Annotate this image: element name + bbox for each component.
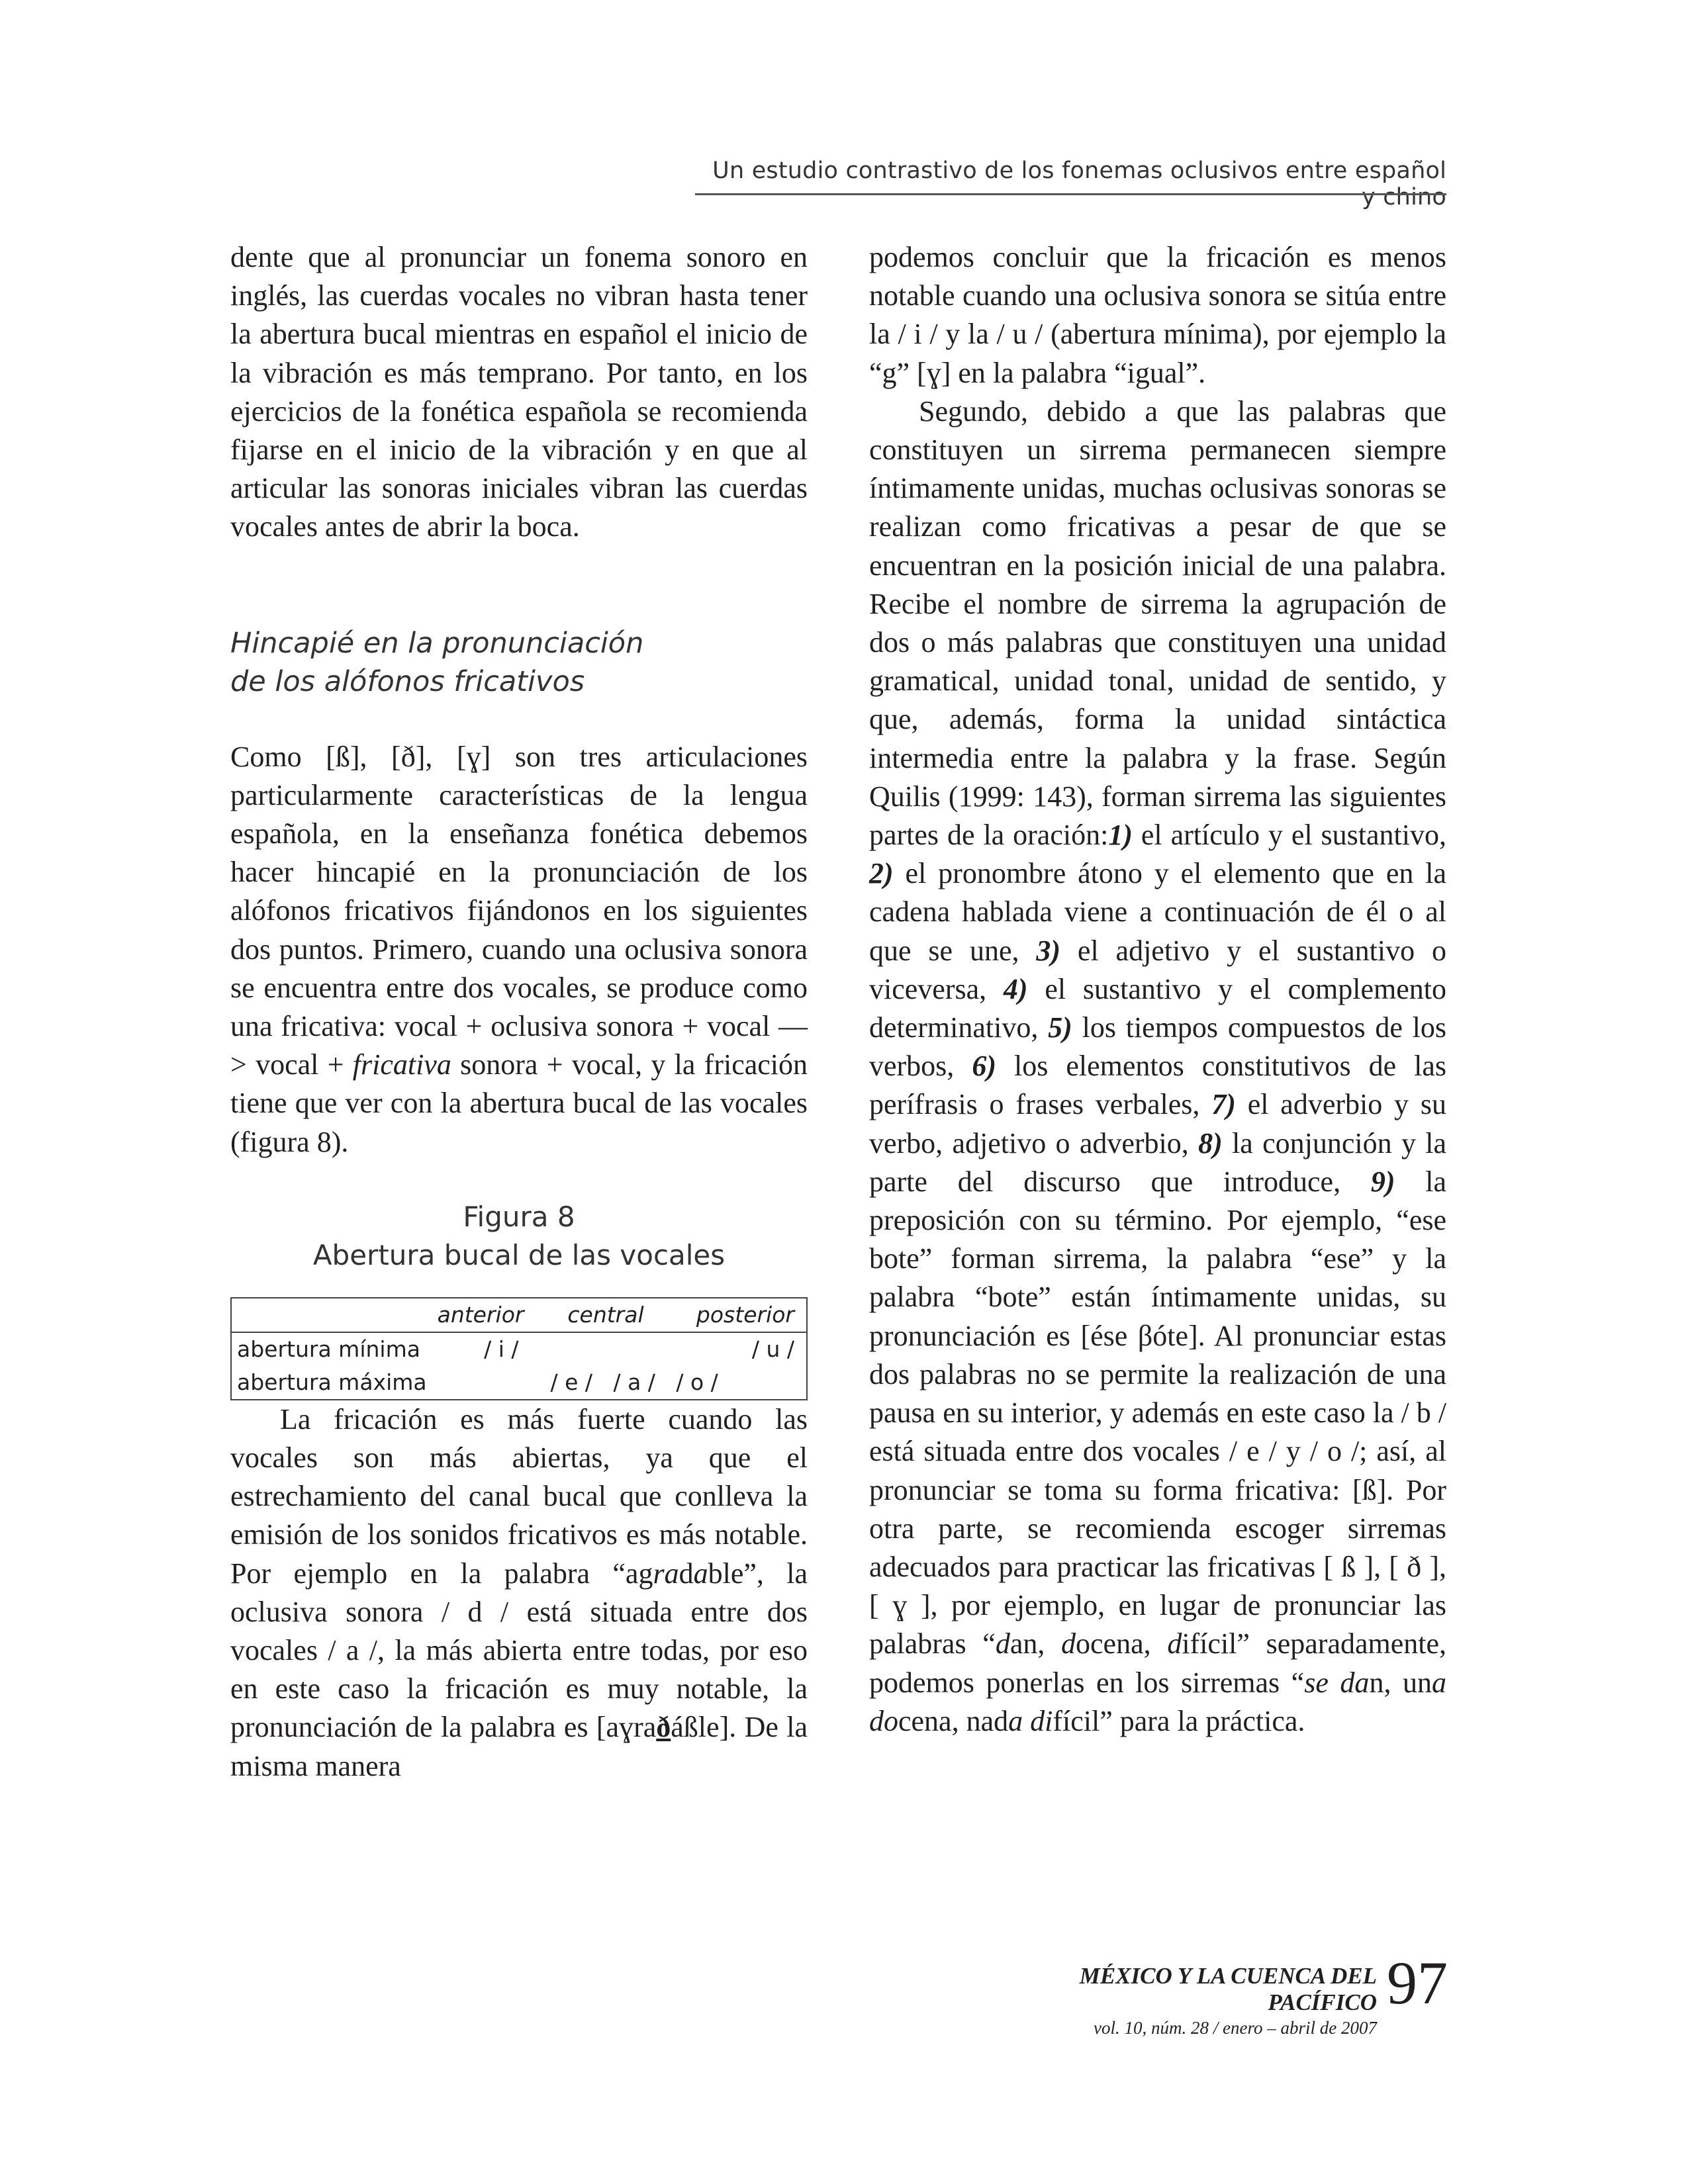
italic-syllable: se da xyxy=(1304,1666,1370,1699)
running-header: Un estudio contrastivo de los fonemas oclusivos entre español y chino xyxy=(712,158,1446,210)
enum-marker: 5) xyxy=(1048,1011,1072,1044)
enum-marker: 3) xyxy=(1036,934,1061,967)
text-run: ble”, la oclusiva sonora / d / está situada entre dos vocales / a /, la más abierta entre todas, por eso en este caso la fricación es muy notable, la pronunciación de la palabra es [aɣra xyxy=(230,1557,808,1744)
header-rule xyxy=(695,193,1446,195)
text-run: los elementos constitutivos de las perífrasis o frases verbales, xyxy=(869,1050,1446,1121)
text-run: la conjunción y la parte del discurso que introduce, xyxy=(869,1126,1447,1198)
text-run: el adjetivo y el sustantivo o viceversa, xyxy=(869,934,1447,1005)
text-run: el artículo y el sustantivo, xyxy=(1141,819,1446,852)
cell-anterior xyxy=(432,1366,524,1400)
left-paragraph-1: dente que al pronunciar un fonema sonoro en inglés, las cuerdas vocales no vibran hasta tener la abertura bucal mientras en español el inicio de la vibración es más temprano. Por tanto, en los ejercicios de la fonética española se recomienda fijarse en el inicio de la vibración y en que al articular las sonoras iniciales vibran las cuerdas vocales antes de abrir la boca. xyxy=(230,241,808,543)
enum-marker: 7) xyxy=(1211,1088,1236,1121)
text-run: los tiempos compuestos de los verbos, xyxy=(869,1011,1447,1083)
header-central: central xyxy=(524,1298,687,1332)
journal-title: MÉXICO Y LA CUENCA DEL PACÍFICO xyxy=(1079,1963,1377,2015)
cell-posterior: / u / xyxy=(751,1336,794,1362)
enum-marker: 2) xyxy=(869,857,894,890)
text-run: n, un xyxy=(1369,1666,1432,1699)
figure-label: Figura 8 xyxy=(463,1200,575,1233)
section-heading-line-1: Hincapié en la pronunciación xyxy=(230,626,644,660)
row-label: abertura máxima xyxy=(237,1369,427,1395)
table-row xyxy=(231,1366,807,1400)
figure-caption xyxy=(230,1198,808,1275)
text-run: an, xyxy=(1009,1627,1045,1661)
cell-central: / e / / a / / o / xyxy=(550,1369,718,1395)
header-posterior: posterior xyxy=(688,1298,807,1332)
text-run: ifícil” separadamente, podemos ponerlas en los sirremas “ xyxy=(869,1627,1447,1699)
text-run: el adverbio y su verbo, adjetivo o adverbio, xyxy=(869,1088,1446,1160)
text-run: d xyxy=(679,1557,694,1590)
page-number: 97 xyxy=(1387,1949,1448,2017)
enum-marker: 9) xyxy=(1370,1165,1395,1198)
italic-syllable: d xyxy=(995,1627,1010,1661)
text-run: Como [ß], [ð], [ɣ] son tres articulaciones particularmente características de la lengua española, en la enseñanza fonética debemos hacer hincapié en la pronunciación de los alófonos fricativos fijándonos en los siguientes dos puntos. Primero, cuando una oclusiva sonora se encuentra entre dos vocales, se produce como una fricativa: vocal + oclusiva sonora + vocal —> vocal + xyxy=(230,740,808,1081)
italic-syllable: a xyxy=(1008,1704,1023,1737)
header-anterior: anterior xyxy=(432,1298,524,1332)
table-row xyxy=(231,1332,807,1366)
text-run: ocena, xyxy=(1076,1627,1151,1661)
section-heading xyxy=(230,624,808,701)
italic-syllable: d xyxy=(1167,1627,1182,1661)
enum-marker: 6) xyxy=(972,1050,996,1083)
enum-marker: 1) xyxy=(1108,819,1133,852)
right-paragraph-1: podemos concluir que la fricación es menos notable cuando una oclusiva sonora se sitúa entre la / i / y la / u / (abertura mínima), por ejemplo la “g” [ɣ] en la palabra “igual”. xyxy=(869,241,1446,389)
right-column xyxy=(869,238,1446,1741)
table-header-row xyxy=(231,1298,807,1332)
section-heading-line-2: de los alófonos fricativos xyxy=(230,664,585,698)
right-paragraph-2 xyxy=(869,392,1446,1741)
text-run: el sustantivo y el complemento determinativo, xyxy=(869,972,1446,1044)
italic-syllable: ra xyxy=(653,1557,679,1590)
text-run: La fricación es más fuerte cuando las vocales son más abiertas, ya que el estrechamiento del canal bucal que conlleva la emisión de los sonidos fricativos es más notable. Por ejemplo en la palabra “ag xyxy=(230,1402,808,1590)
italic-syllable: a xyxy=(693,1557,708,1590)
journal-footer xyxy=(966,1963,1377,2040)
text-run: áßle]. De la misma manera xyxy=(230,1711,808,1782)
left-paragraph-2 xyxy=(230,738,808,1161)
italic-syllable: d xyxy=(1061,1627,1076,1661)
cell-central xyxy=(524,1332,687,1366)
enum-marker: 8) xyxy=(1198,1126,1223,1160)
cell-anterior: / i / xyxy=(484,1336,519,1362)
left-column xyxy=(230,238,808,1786)
phonetic-mark: ð xyxy=(656,1711,671,1744)
table-corner-cell xyxy=(231,1298,432,1332)
text-run: cena, nad xyxy=(898,1704,1009,1737)
italic-syllable: di xyxy=(1030,1704,1053,1737)
left-paragraph-3 xyxy=(230,1400,808,1786)
italic-term: fricativa xyxy=(352,1048,451,1081)
text-run: fícil” para la práctica. xyxy=(1053,1704,1305,1737)
vowel-table xyxy=(230,1297,808,1400)
text-run: el pronombre átono y el elemento que en la cadena hablada viene a continuación de él o al que se une, xyxy=(869,857,1446,967)
text-run: la preposición con su término. Por ejemplo, “ese bote” forman sirrema, la palabra “ese” y la palabra “bote” están íntimamente unidas, su pronunciación es [ése βóte]. Al pronunciar estas dos palabras no se permite la realización de una pausa en su interior, y además en este caso la / b / está situada entre dos vocales / e / y / o /; así, al pronunciar se toma su forma fricativa: [ß]. Por otra parte, se recomienda escoger sirremas adecuados para practicar las fricativas [ ß ], [ ð ], [ ɣ ], por ejemplo, en lugar de pronunciar las palabras “ xyxy=(869,1165,1447,1661)
row-label: abertura mínima xyxy=(237,1336,420,1362)
text-run: sonora + vocal, y la fricación tiene que ver con la abertura bucal de las vocales (figura 8). xyxy=(230,1048,808,1158)
italic-syllable: a do xyxy=(869,1666,1446,1737)
enum-marker: 4) xyxy=(1003,972,1028,1005)
text-run: Segundo, debido a que las palabras que constituyen un sirrema permanecen siempre íntimamente unidas, muchas oclusivas sonoras se realizan como fricativas a pesar de que se encuentran en la posición inicial de una palabra. Recibe el nombre de sirrema la agrupación de dos o más palabras que constituyen una unidad gramatical, unidad tonal, unidad de sentido, y que, además, forma la unidad sintáctica intermedia entre la palabra y la frase. Según Quilis (1999: 143), forman sirrema las siguientes partes de la oración: xyxy=(869,394,1446,852)
journal-issue: vol. 10, núm. 28 / enero – abril de 2007 xyxy=(1094,2018,1377,2038)
figure-title: Abertura bucal de las vocales xyxy=(312,1238,726,1271)
